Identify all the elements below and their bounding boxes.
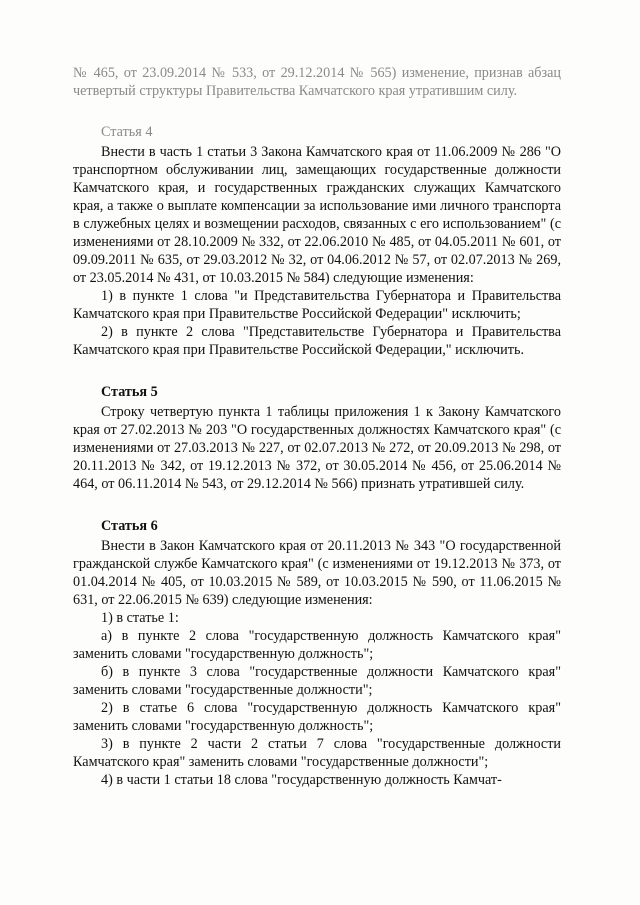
document-body [73,64,561,789]
article-6-heading: Статья 6 [101,518,158,534]
article-5-paragraph-1: Строку четвертую пункта 1 таблицы приложения 1 к Закону Камчатского края от 27.02.2013 № 203 "О государственных должностях Камчатского края" (с изменениями от 27.03.2013 № 227, от 02.07.2013 № 272, от 20.09.2013 № 298, от 20.11.2013 № 342, от 19.12.2013 № 372, от 30.05.2014 № 456, от 25.06.2014 № 464, от 06.11.2014 № 543, от 29.12.2014 № 566) признать утратившей силу. [73,404,561,492]
article-4-paragraph-2: 1) в пункте 1 слова "и Представительства Губернатора и Правительства Камчатского края при Правительстве Российской Федерации" исключить; [73,288,561,322]
article-6-paragraph-2: 1) в статье 1: [101,610,179,626]
article-4-paragraph-1: Внести в часть 1 статьи 3 Закона Камчатского края от 11.06.2009 № 286 "О транспортном обслуживании лиц, замещающих государственные должности Камчатского края, и государственных гражданских служащих Камчатского края, а также о выплате компенсации за использование ими личного транспорта в служебных целях и возмещении расходов, связанных с его использованием" (с изменениями от 28.10.2009 № 332, от 22.06.2010 № 485, от 04.05.2011 № 601, от 09.09.2011 № 635, от 29.03.2012 № 32, от 04.06.2012 № 57, от 02.07.2013 № 269, от 23.05.2014 № 431, от 10.03.2015 № 584) следующие изменения: [73,144,561,286]
article-6-paragraph-7: 4) в части 1 статьи 18 слова "государственную должность Камчат- [101,772,502,788]
article-5-heading: Статья 5 [101,384,158,400]
article-6-paragraph-4: б) в пункте 3 слова "государственные должности Камчатского края" заменить словами "государственные должности"; [73,664,561,698]
article-4-heading: Статья 4 [101,124,153,140]
article-6-paragraph-5: 2) в статье 6 слова "государственную должность Камчатского края" заменить словами "государственную должность"; [73,700,561,734]
article-6-paragraph-6: 3) в пункте 2 части 2 статьи 7 слова "государственные должности Камчатского края" заменить словами "государственные должности"; [73,736,561,770]
intro-paragraph: № 465, от 23.09.2014 № 533, от 29.12.2014 № 565) изменение, признав абзац четвертый структуры Правительства Камчатского края утратившим силу. [73,65,561,99]
article-4-paragraph-3: 2) в пункте 2 слова "Представительстве Губернатора и Правительства Камчатского края при Правительстве Российской Федерации," исключить. [73,324,561,358]
article-6-paragraph-1: Внести в Закон Камчатского края от 20.11.2013 № 343 "О государственной гражданской службе Камчатского края" (с изменениями от 19.12.2013 № 373, от 01.04.2014 № 405, от 10.03.2015 № 589, от 10.03.2015 № 590, от 11.06.2015 № 631, от 22.06.2015 № 639) следующие изменения: [73,538,561,608]
article-6-paragraph-3: а) в пункте 2 слова "государственную должность Камчатского края" заменить словами "государственную должность"; [73,628,561,662]
